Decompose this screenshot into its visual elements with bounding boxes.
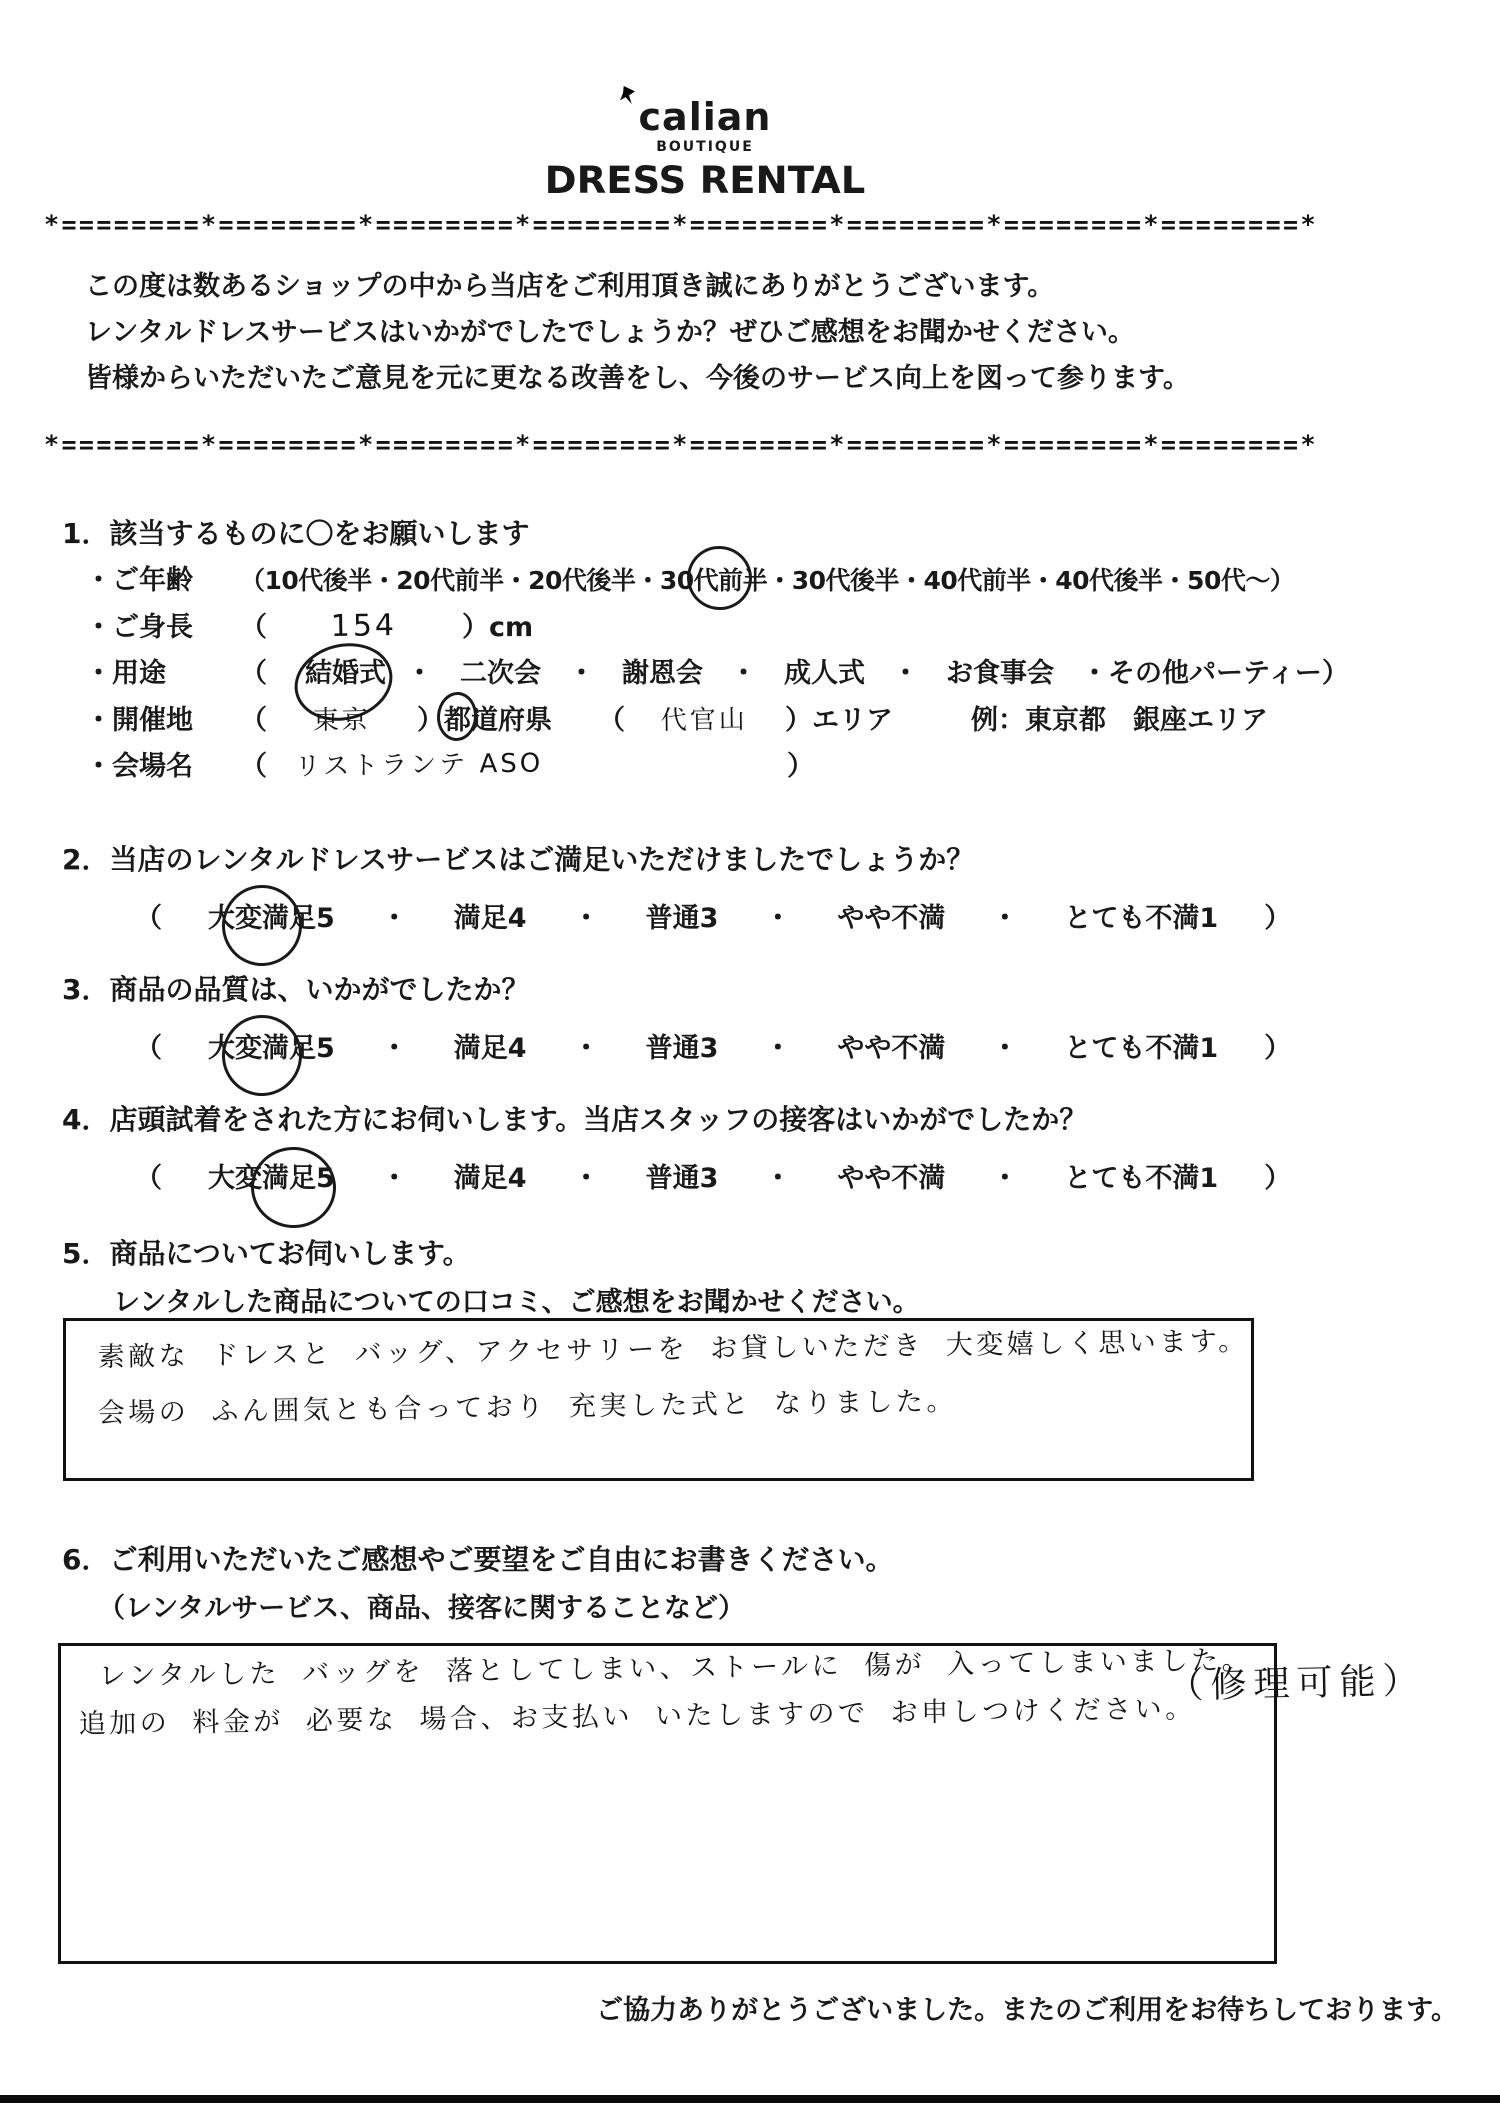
close-paren: ） — [1264, 903, 1292, 934]
brand-sublabel: BOUTIQUE — [656, 138, 754, 155]
close-paren-cm: ）cm — [462, 612, 534, 643]
intro-paragraph — [85, 264, 1190, 402]
q1-place-label: ・開催地 — [85, 705, 193, 736]
separator-line-top: *========*========*========*========*========*========*========*========* — [44, 210, 1318, 239]
footer-thanks-message: ご協力ありがとうございました。またのご利用をお待ちしております。 — [596, 1995, 1458, 2026]
q1-age-options-pre: （10代後半・20代前半・20代後半・30 — [240, 566, 694, 595]
q6-subtitle: （レンタルサービス、商品、接客に関することなど） — [98, 1593, 746, 1624]
dot-separator: ・ — [380, 1163, 408, 1194]
q1-pref-circled-char: 都 — [444, 698, 471, 737]
dot-separator: ・ — [991, 1033, 1019, 1064]
close-paren: ） — [787, 751, 814, 782]
q1-use-options-post: ・ 二次会 ・ 謝恩会 ・ 成人式 ・ お食事会 ・その他パーティー） — [406, 658, 1349, 689]
open-paren: （ — [240, 751, 267, 782]
q3-title: 3．商品の品質は、いかがでしたか？ — [62, 973, 530, 1006]
q3-options-row — [135, 1026, 1291, 1065]
q5-subtitle: レンタルした商品についての口コミ、ご感想をお聞かせください。 — [113, 1287, 920, 1318]
q4-option-2: 満足4 — [453, 1163, 527, 1194]
q4-options-row — [135, 1156, 1291, 1195]
intro-line-3: 皆様からいただいたご意見を元に更なる改善をし、今後のサービス向上を図って参ります。 — [85, 363, 1190, 394]
intro-line-1: この度は数あるショップの中から当店をご利用頂き誠にありがとうございます。 — [85, 271, 1055, 302]
q1-height-row — [85, 605, 533, 644]
q2-option-2: 満足4 — [453, 903, 527, 934]
open-paren: （ — [240, 705, 267, 736]
q2-option-3: 普通3 — [645, 903, 719, 934]
q3-option-5: とても不満1 — [1064, 1033, 1219, 1064]
q1-age-circled-answer: 代前 — [694, 561, 743, 597]
q6-title: 6．ご利用いただいたご感想やご要望をご自由にお書きください。 — [62, 1543, 894, 1576]
q4-title: 4．店頭試着をされた方にお伺いします。当店スタッフの接客はいかがでしたか？ — [62, 1103, 1088, 1136]
close-paren: ） — [1264, 1163, 1292, 1194]
dot-separator: ・ — [764, 903, 792, 934]
q4-option-1: 大変満足5 — [208, 1156, 335, 1195]
q6-handwritten-margin-note: （修理可能） — [1167, 1660, 1426, 1708]
q1-height-label: ・ご身長 — [85, 612, 193, 643]
separator-line-bottom: *========*========*========*========*========*========*========*========* — [44, 430, 1318, 459]
dot-separator: ・ — [764, 1163, 792, 1194]
q1-venue-label: ・会場名 — [85, 751, 193, 782]
scan-edge-line — [0, 2095, 1500, 2103]
open-paren: （ — [598, 705, 625, 736]
q1-use-row — [85, 651, 1349, 690]
dot-separator: ・ — [380, 903, 408, 934]
q1-area-close: ）エリア — [785, 705, 893, 736]
dot-separator: ・ — [572, 1033, 600, 1064]
q3-option-1: 大変満足5 — [208, 1026, 335, 1065]
q6-answer-box — [58, 1643, 1277, 1964]
q4-option-5: とても不満1 — [1064, 1163, 1219, 1194]
q3-circled-answer: 変満 — [235, 1026, 289, 1065]
q5-handwritten-line-2: 会場の ふん囲気とも合っており 充実した式と なりました。 — [97, 1386, 958, 1430]
q2-option-5: とても不満1 — [1064, 903, 1219, 934]
dot-separator: ・ — [764, 1033, 792, 1064]
intro-line-2: レンタルドレスサービスはいかがでしたでしょうか？ぜひご感想をお聞かせください。 — [85, 317, 1135, 348]
q1-area-handwritten-value: 代官山 — [661, 704, 749, 737]
q5-handwritten-line-1: 素敵な ドレスと バッグ、アクセサリーを お貸しいただき 大変嬉しく思います。 — [97, 1325, 1249, 1374]
q3-option-3: 普通3 — [645, 1033, 719, 1064]
open-paren: （ — [135, 1163, 162, 1194]
open-paren: （ — [135, 903, 162, 934]
q1-use-label: ・用途 — [85, 658, 166, 689]
form-header — [540, 95, 870, 202]
q1-place-example: 例：東京都 銀座エリア — [971, 705, 1268, 736]
q1-use-circled-answer: 結婚式 — [305, 651, 386, 690]
q5-answer-box — [63, 1318, 1254, 1481]
dot-separator: ・ — [991, 1163, 1019, 1194]
q6-handwritten-line-2: 追加の 料金が 必要な 場合、お支払い いたしますので お申しつけください。 — [78, 1693, 1196, 1741]
close-paren: ） — [1264, 1033, 1292, 1064]
q1-pref-suffix: 道府県 — [471, 705, 552, 736]
q2-circled-answer: 変満 — [235, 896, 289, 935]
q5-title: 5．商品についてお伺いします。 — [62, 1237, 471, 1270]
open-paren: （ — [240, 612, 267, 643]
brand-logo: calian — [638, 95, 772, 139]
q1-venue-row — [85, 744, 814, 783]
q4-circled-answer: 満足 — [262, 1156, 316, 1195]
open-paren: （ — [240, 658, 267, 689]
q6-handwritten-line-1: レンタルした バッグを 落としてしまい、ストールに 傷が 入ってしまいました。 — [98, 1644, 1253, 1693]
q1-age-row — [85, 558, 1294, 597]
dot-separator: ・ — [991, 903, 1019, 934]
q2-option-1: 大変満足5 — [208, 896, 335, 935]
open-paren: （ — [135, 1033, 162, 1064]
q1-prefecture-handwritten-value: 東京 — [312, 705, 371, 737]
q2-title: 2．当店のレンタルドレスサービスはご満足いただけましたでしょうか？ — [62, 843, 975, 876]
q1-place-row — [85, 698, 1268, 737]
q1-age-options-post: 半・30代後半・40代前半・40代後半・50代～） — [742, 566, 1295, 595]
dot-separator: ・ — [380, 1033, 408, 1064]
q1-title: 1．該当するものに〇をお願いします — [62, 517, 530, 550]
q1-height-handwritten-value: 154 — [330, 608, 398, 644]
q4-option-4: やや不満 — [837, 1163, 946, 1194]
q2-options-row — [135, 896, 1291, 935]
q1-age-label: ・ご年齢 — [85, 565, 193, 596]
q2-option-4: やや不満 — [837, 903, 946, 934]
q3-option-2: 満足4 — [453, 1033, 527, 1064]
close-paren: ） — [417, 705, 444, 736]
dot-separator: ・ — [572, 903, 600, 934]
dot-separator: ・ — [572, 1163, 600, 1194]
q4-option-3: 普通3 — [645, 1163, 719, 1194]
document-title: DRESS RENTAL — [544, 158, 866, 202]
q1-venue-handwritten-value: リストランテ ASO — [294, 748, 544, 783]
q3-option-4: やや不満 — [837, 1033, 946, 1064]
